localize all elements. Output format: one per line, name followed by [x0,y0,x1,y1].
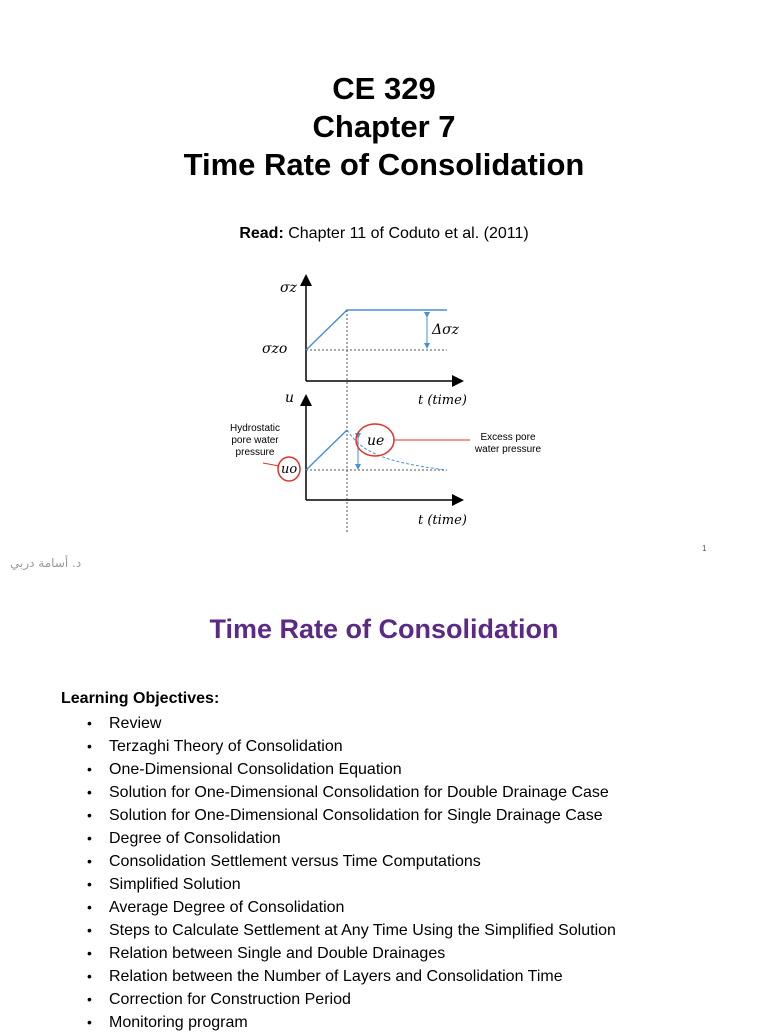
sigma-z-label: σz [280,280,297,296]
objective-item [84,735,616,758]
bullet-icon: • [87,876,92,892]
objective-item [84,896,616,919]
bullet-icon: • [87,853,92,869]
objective-text: Relation between Single and Double Drainages [109,945,446,962]
bullet-icon: • [87,738,92,754]
objective-text: One-Dimensional Consolidation Equation [109,761,402,778]
objective-item [84,758,616,781]
objective-item [84,827,616,850]
page-number: 1 [702,544,707,553]
objective-text: Solution for One-Dimensional Consolidation for Single Drainage Case [109,807,603,824]
hydrostatic-label-line-1: Hydrostatic [229,423,281,434]
objective-text: Review [109,715,162,732]
u-axis-label: u [285,390,295,406]
objective-text: Average Degree of Consolidation [109,899,345,916]
hydrostatic-label-line-3: pressure [235,447,275,458]
objective-text: Simplified Solution [109,876,241,893]
objective-item [84,712,616,735]
objectives-heading: Learning Objectives: [61,690,220,707]
objective-text: Solution for One-Dimensional Consolidation for Double Drainage Case [109,784,609,801]
time-axis-label-upper: t (time) [418,393,467,408]
objective-item [84,988,616,1011]
objective-text: Degree of Consolidation [109,830,281,847]
objective-text: Terzaghi Theory of Consolidation [109,738,343,755]
bullet-icon: • [87,715,92,731]
objective-item [84,965,616,988]
objective-item [84,781,616,804]
bullet-icon: • [87,899,92,915]
objective-item [84,942,616,965]
excess-label-line-2: water pressure [474,444,542,455]
stress-curve [306,310,447,350]
objectives-list [84,712,616,1034]
bullet-icon: • [87,968,92,984]
sigma-z0-label: σzo [262,341,288,357]
hydrostatic-label-line-2: pore water [231,435,279,446]
objective-item [84,1011,616,1034]
chapter-label: Chapter 7 [312,109,456,144]
objective-text: Steps to Calculate Settlement at Any Time Using the Simplified Solution [109,922,616,939]
bullet-icon: • [87,830,92,846]
chapter-title: Time Rate of Consolidation [183,147,585,182]
author-mark: د. أسامة دربي [10,556,82,570]
objective-item [84,919,616,942]
objective-text: Relation between the Number of Layers and Consolidation Time [109,968,563,985]
slide-2-title: Time Rate of Consolidation [209,614,559,644]
pore-pressure-decay [347,430,447,470]
consolidation-diagram [0,260,768,540]
objective-text: Consolidation Settlement versus Time Computations [109,853,481,870]
delta-sigma-label: Δσz [432,322,460,338]
slide-title [0,70,768,184]
time-axis-label-lower: t (time) [418,513,467,528]
reading-assignment [0,225,768,243]
uo-label: uo [281,462,298,477]
pore-pressure-rise [306,430,347,470]
bullet-icon: • [87,1014,92,1030]
objective-text: Monitoring program [109,1014,248,1031]
objective-item [84,850,616,873]
read-label: Read: [239,225,284,242]
ue-label: ue [367,433,385,449]
bullet-icon: • [87,922,92,938]
bullet-icon: • [87,784,92,800]
hydrostatic-pointer-line [263,463,279,466]
read-text: Chapter 11 of Coduto et al. (2011) [283,225,529,242]
bullet-icon: • [87,807,92,823]
objective-item [84,873,616,896]
objective-item [84,804,616,827]
bullet-icon: • [87,945,92,961]
bullet-icon: • [87,761,92,777]
excess-label-line-1: Excess pore [480,432,536,443]
bullet-icon: • [87,991,92,1007]
objective-text: Correction for Construction Period [109,991,351,1008]
course-code: CE 329 [332,71,436,106]
